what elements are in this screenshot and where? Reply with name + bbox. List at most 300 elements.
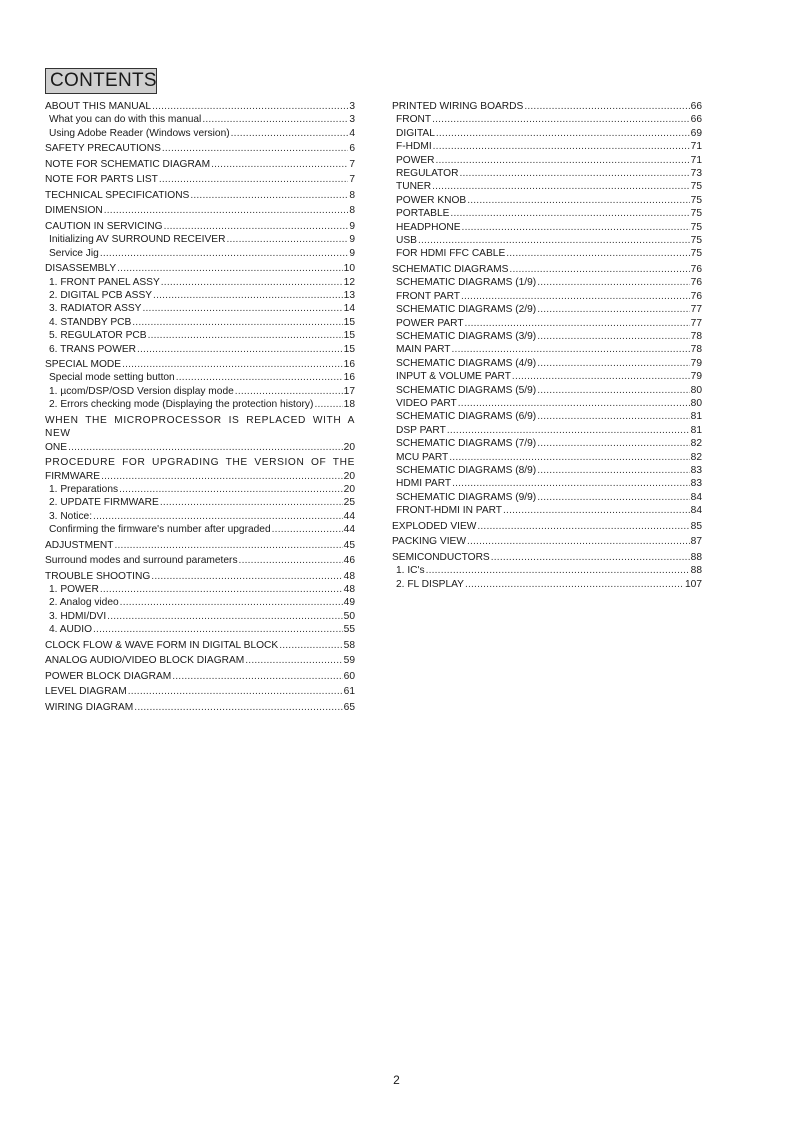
toc-entry-title: Using Adobe Reader (Windows version)	[49, 127, 230, 139]
toc-entry-page: 46	[343, 555, 355, 567]
toc-entry-page: 48	[343, 570, 355, 582]
toc-entry-page: 79	[690, 371, 702, 383]
toc-entry-title: 3. HDMI/DVI	[49, 610, 107, 622]
dot-leader	[151, 570, 342, 583]
dot-leader	[432, 113, 690, 126]
toc-entry-title: HEADPHONE	[396, 221, 461, 233]
toc-entry-1-preparations[interactable]	[45, 483, 355, 496]
toc-entry-title: DIMENSION	[45, 205, 103, 217]
toc-entry-trouble-shooting[interactable]	[45, 570, 355, 583]
toc-entry-dsp-part[interactable]	[392, 424, 702, 437]
toc-entry-title: EXPLODED VIEW	[392, 520, 477, 532]
dot-leader	[190, 189, 348, 202]
toc-entry-title: 1. FRONT PANEL ASSY	[49, 276, 160, 288]
toc-entry-usb[interactable]	[392, 234, 702, 247]
toc-entry-page: 60	[343, 670, 355, 682]
toc-entry-page: 55	[343, 624, 355, 636]
toc-entry-title: DSP PART	[396, 424, 446, 436]
toc-entry-page: 7	[349, 158, 355, 170]
toc-entry-page: 77	[690, 304, 702, 316]
dot-leader	[132, 316, 342, 329]
toc-entry-page: 9	[349, 220, 355, 232]
toc-entry-page: 71	[690, 141, 702, 153]
toc-entry-input-volume-part[interactable]	[392, 370, 702, 383]
dot-leader	[117, 262, 343, 275]
dot-leader	[279, 639, 342, 652]
dot-leader	[107, 610, 342, 623]
toc-entry-for-hdmi-ffc-cable[interactable]	[392, 247, 702, 260]
dot-leader	[160, 496, 343, 509]
dot-leader	[452, 343, 690, 356]
toc-entry-page: 88	[690, 551, 702, 563]
toc-left-column	[45, 100, 355, 714]
toc-entry-tuner[interactable]	[392, 180, 702, 193]
toc-entry-page: 66	[690, 101, 702, 112]
toc-entry-title: FRONT	[396, 114, 432, 126]
toc-entry-title: SCHEMATIC DIAGRAMS (8/9)	[396, 465, 537, 477]
toc-entry-about-this-manual[interactable]	[45, 100, 355, 113]
toc-entry-front-part[interactable]	[392, 290, 702, 303]
toc-entry-disassembly[interactable]	[45, 262, 355, 275]
toc-entry-title: NOTE FOR SCHEMATIC DIAGRAM	[45, 158, 211, 170]
toc-entry-page: 8	[349, 205, 355, 217]
toc-entry-caution-in-servicing[interactable]	[45, 220, 355, 233]
dot-leader	[119, 483, 343, 496]
toc-entry-title: INPUT & VOLUME PART	[396, 371, 511, 383]
toc-entry-page: 20	[343, 483, 355, 495]
toc-entry-page: 8	[349, 189, 355, 201]
toc-entry-2-fl-display[interactable]	[392, 578, 702, 591]
toc-entry-title: USB	[396, 235, 417, 247]
toc-entry-hdmi-part[interactable]	[392, 477, 702, 490]
toc-entry-page: 14	[343, 303, 355, 315]
dot-leader	[506, 247, 689, 260]
toc-entry-title: CAUTION IN SERVICING	[45, 220, 163, 232]
dot-leader	[432, 180, 690, 193]
toc-entry-title: SAFETY PRECAUTIONS	[45, 143, 161, 155]
toc-entry-page: 59	[343, 655, 355, 667]
toc-entry-title: DISASSEMBLY	[45, 263, 117, 275]
dot-leader	[100, 583, 343, 596]
dot-leader	[509, 263, 689, 276]
toc-entry-page: 18	[343, 399, 355, 411]
toc-entry-title: SCHEMATIC DIAGRAMS (4/9)	[396, 357, 537, 369]
toc-entry-page: 75	[690, 181, 702, 193]
dot-leader	[100, 247, 349, 260]
toc-entry-title: F-HDMI	[396, 141, 432, 153]
toc-entry-page: 73	[690, 168, 702, 180]
toc-entry-title: Initializing AV SURROUND RECEIVER	[49, 234, 226, 246]
toc-entry-schematic-diagrams-3-9[interactable]	[392, 330, 702, 343]
toc-entry-when-the-microprocessor-is-replaced-with-a-newone[interactable]	[45, 414, 355, 454]
toc-entry-analog-audio-video-block-diagram[interactable]	[45, 654, 355, 667]
dot-leader	[537, 276, 689, 289]
toc-entry-title: SCHEMATIC DIAGRAMS (7/9)	[396, 438, 537, 450]
toc-entry-title: 4. STANDBY PCB	[49, 316, 132, 328]
dot-leader	[467, 194, 689, 207]
toc-entry-page: 76	[690, 263, 702, 275]
toc-entry-page: 3	[349, 114, 355, 126]
toc-entry-title: PORTABLE	[396, 208, 450, 220]
toc-entry-wiring-diagram[interactable]	[45, 701, 355, 714]
toc-entry-special-mode[interactable]	[45, 358, 355, 371]
dot-leader	[162, 142, 348, 155]
toc-entry-special-mode-setting-button[interactable]	[45, 371, 355, 384]
toc-entry-3-hdmi-dvi[interactable]	[45, 610, 355, 623]
toc-entry-title: NOTE FOR PARTS LIST	[45, 174, 158, 186]
toc-entry-page: 85	[690, 520, 702, 532]
toc-entry-page: 83	[690, 465, 702, 477]
dot-leader	[418, 234, 690, 247]
toc-entry-digital[interactable]	[392, 127, 702, 140]
toc-entry-2-digital-pcb-assy[interactable]	[45, 289, 355, 302]
toc-entry-page: 107	[685, 578, 702, 590]
toc-entry-technical-specifications[interactable]	[45, 189, 355, 202]
toc-entry-title: 2. Analog video	[49, 597, 119, 609]
toc-entry-page: 12	[343, 276, 355, 288]
dot-leader	[537, 491, 689, 504]
toc-entry-4-standby-pcb[interactable]	[45, 316, 355, 329]
toc-entry-note-for-schematic-diagram[interactable]	[45, 158, 355, 171]
toc-entry-title: 3. Notice:	[49, 510, 93, 522]
toc-entry-power-knob[interactable]	[392, 194, 702, 207]
toc-entry-title: POWER BLOCK DIAGRAM	[45, 670, 172, 682]
toc-entry-schematic-diagrams[interactable]	[392, 263, 702, 276]
dot-leader	[314, 398, 342, 411]
dot-leader	[164, 220, 349, 233]
toc-entry-printed-wiring-boards[interactable]	[392, 100, 702, 113]
toc-entry-video-part[interactable]	[392, 397, 702, 410]
toc-entry-page: 65	[343, 701, 355, 713]
dot-leader	[459, 167, 689, 180]
toc-entry-power-part[interactable]	[392, 317, 702, 330]
dot-leader	[161, 276, 343, 289]
page-number: 2	[393, 1073, 400, 1087]
toc-entry-page: 75	[690, 221, 702, 233]
toc-entry-schematic-diagrams-8-9[interactable]	[392, 464, 702, 477]
dot-leader	[465, 578, 684, 591]
toc-entry-title: DIGITAL	[396, 127, 435, 139]
toc-entry-using-adobe-reader-windows-version[interactable]	[45, 127, 355, 140]
toc-entry-title: 2. UPDATE FIRMWARE	[49, 497, 159, 509]
toc-entry-page: 49	[343, 597, 355, 609]
toc-entry-front-hdmi-in-part[interactable]	[392, 504, 702, 517]
toc-entry-title: WIRING DIAGRAM	[45, 701, 134, 713]
toc-entry-title: TUNER	[396, 181, 432, 193]
toc-entry-page: 48	[343, 584, 355, 596]
dot-leader	[458, 397, 690, 410]
toc-entry-title: Service Jig	[49, 247, 99, 259]
toc-right-column	[392, 100, 702, 591]
dot-leader	[153, 289, 343, 302]
toc-entry-page: 66	[690, 114, 702, 126]
dot-leader	[537, 410, 689, 423]
toc-entry-schematic-diagrams-7-9[interactable]	[392, 437, 702, 450]
dot-leader	[447, 424, 690, 437]
toc-entry-2-update-firmware[interactable]	[45, 496, 355, 509]
toc-entry-title: Special mode setting button	[49, 372, 175, 384]
toc-entry-2-errors-checking-mode-displaying-the-protection-history[interactable]	[45, 398, 355, 411]
toc-entry-packing-view[interactable]	[392, 535, 702, 548]
toc-entry-page: 58	[343, 639, 355, 651]
toc-entry-title: HDMI PART	[396, 478, 452, 490]
dot-leader	[436, 127, 690, 140]
toc-entry-page: 16	[343, 372, 355, 384]
toc-entry-4-audio[interactable]	[45, 623, 355, 636]
dot-leader	[101, 470, 343, 483]
toc-entry-initializing-av-surround-receiver[interactable]	[45, 233, 355, 246]
toc-entry-level-diagram[interactable]	[45, 685, 355, 698]
toc-entry-title: 1. Preparations	[49, 483, 119, 495]
toc-entry-title: MCU PART	[396, 451, 449, 463]
toc-entry-title: SCHEMATIC DIAGRAMS (5/9)	[396, 384, 537, 396]
toc-entry-schematic-diagrams-2-9[interactable]	[392, 303, 702, 316]
toc-entry-title: SCHEMATIC DIAGRAMS (3/9)	[396, 331, 537, 342]
toc-entry-page: 7	[349, 174, 355, 186]
dot-leader	[134, 701, 342, 714]
toc-entry-page: 17	[343, 385, 355, 397]
toc-entry-page: 75	[690, 248, 702, 260]
toc-entry-schematic-diagrams-6-9[interactable]	[392, 410, 702, 423]
toc-entry-confirming-the-firmware-s-number-after-upgraded[interactable]	[45, 523, 355, 536]
dot-leader	[503, 504, 690, 517]
toc-entry-title: CLOCK FLOW & WAVE FORM IN DIGITAL BLOCK	[45, 639, 279, 651]
toc-entry-page: 6	[349, 143, 355, 155]
toc-entry-title: POWER	[396, 154, 435, 166]
toc-entry-page: 50	[343, 610, 355, 622]
toc-entry-page: 77	[690, 317, 702, 329]
toc-entry-title: 6. TRANS POWER	[49, 343, 136, 355]
toc-entry-f-hdmi[interactable]	[392, 140, 702, 153]
toc-entry-procedure-for-upgrading-the-version-of-thefirmware[interactable]	[45, 456, 355, 483]
toc-entry-title: TECHNICAL SPECIFICATIONS	[45, 189, 190, 201]
toc-entry-title: ANALOG AUDIO/VIDEO BLOCK DIAGRAM	[45, 655, 245, 667]
toc-entry-1-com-dsp-osd-version-display-mode[interactable]	[45, 385, 355, 398]
toc-entry-page: 15	[343, 316, 355, 328]
toc-entry-title: POWER PART	[396, 317, 464, 329]
dot-leader	[211, 158, 348, 171]
toc-entry-page: 4	[349, 127, 355, 139]
toc-entry-page: 9	[349, 247, 355, 259]
dot-leader	[176, 371, 343, 384]
toc-entry-3-notice[interactable]	[45, 510, 355, 523]
dot-leader	[467, 535, 690, 548]
toc-entry-page: 15	[343, 330, 355, 342]
toc-entry-title: REGULATOR	[396, 168, 459, 180]
toc-entry-title: PACKING VIEW	[392, 536, 466, 548]
toc-entry-title: PRINTED WIRING BOARDS	[392, 101, 524, 112]
dot-leader	[537, 357, 689, 370]
toc-entry-title: What you can do with this manual	[49, 114, 202, 126]
toc-entry-regulator[interactable]	[392, 167, 702, 180]
toc-entry-page: 82	[690, 451, 702, 463]
toc-entry-title: 1. µcom/DSP/OSD Version display mode	[49, 385, 234, 397]
toc-entry-3-radiator-assy[interactable]	[45, 302, 355, 315]
toc-entry-1-ic-s[interactable]	[392, 564, 702, 577]
toc-entry-title: ADJUSTMENT	[45, 539, 114, 551]
toc-entry-page: 44	[343, 510, 355, 522]
dot-leader	[272, 523, 343, 536]
toc-entry-page: 45	[343, 539, 355, 551]
dot-leader	[239, 554, 343, 567]
toc-entry-1-power[interactable]	[45, 583, 355, 596]
toc-entry-page: 61	[343, 686, 355, 698]
dot-leader	[537, 384, 689, 397]
dot-leader	[524, 100, 689, 113]
toc-entry-title: SCHEMATIC DIAGRAMS (6/9)	[396, 411, 537, 423]
dot-leader	[104, 204, 349, 217]
dot-leader	[148, 329, 343, 342]
dot-leader	[235, 385, 343, 398]
toc-entry-6-trans-power[interactable]	[45, 343, 355, 356]
dot-leader	[465, 317, 690, 330]
toc-entry-page: 75	[690, 194, 702, 206]
toc-entry-title: VIDEO PART	[396, 398, 457, 410]
toc-entry-page: 82	[690, 438, 702, 450]
toc-entry-page: 87	[690, 536, 702, 548]
dot-leader	[433, 140, 690, 153]
toc-entry-5-regulator-pcb[interactable]	[45, 329, 355, 342]
toc-entry-front[interactable]	[392, 113, 702, 126]
dot-leader	[436, 154, 690, 167]
toc-entry-page: 78	[690, 331, 702, 342]
toc-entry-title: SPECIAL MODE	[45, 359, 122, 371]
toc-entry-title: Surround modes and surround parameters	[45, 555, 238, 567]
toc-entry-what-you-can-do-with-this-manual[interactable]	[45, 113, 355, 126]
dot-leader	[128, 685, 343, 698]
toc-entry-page: 81	[690, 424, 702, 436]
toc-entry-page: 10	[343, 263, 355, 275]
toc-entry-title: Confirming the firmware's number after upgraded	[49, 524, 271, 536]
toc-entry-main-part[interactable]	[392, 343, 702, 356]
toc-entry-page: 76	[690, 290, 702, 302]
toc-entry-title: SCHEMATIC DIAGRAMS (1/9)	[396, 277, 537, 289]
dot-leader	[452, 477, 690, 490]
toc-entry-title: LEVEL DIAGRAM	[45, 686, 127, 698]
toc-entry-surround-modes-and-surround-parameters[interactable]	[45, 554, 355, 567]
toc-entry-page: 9	[349, 234, 355, 246]
toc-entry-page: 76	[690, 277, 702, 289]
dot-leader	[137, 343, 343, 356]
toc-entry-schematic-diagrams-5-9[interactable]	[392, 384, 702, 397]
toc-entry-title: MAIN PART	[396, 344, 451, 356]
toc-entry-title: 3. RADIATOR ASSY	[49, 303, 142, 315]
toc-entry-title-cont: ONE	[45, 441, 68, 453]
toc-entry-page: 15	[343, 343, 355, 355]
toc-entry-schematic-diagrams-9-9[interactable]	[392, 491, 702, 504]
toc-entry-page: 83	[690, 478, 702, 490]
dot-leader	[93, 623, 343, 636]
dot-leader	[245, 654, 342, 667]
toc-entry-page: 69	[690, 127, 702, 139]
toc-entry-page: 3	[349, 101, 355, 112]
toc-entry-title: TROUBLE SHOOTING	[45, 570, 151, 582]
dot-leader	[537, 464, 689, 477]
dot-leader	[152, 100, 348, 113]
toc-entry-schematic-diagrams-1-9[interactable]	[392, 276, 702, 289]
toc-entry-page: 84	[690, 491, 702, 503]
toc-entry-title: 2. FL DISPLAY	[396, 578, 464, 590]
toc-entry-title: 2. Errors checking mode (Displaying the protection history)	[49, 399, 314, 411]
toc-entry-title: POWER KNOB	[396, 194, 467, 206]
toc-entry-title: SEMICONDUCTORS	[392, 551, 490, 563]
dot-leader	[491, 551, 690, 564]
dot-leader	[226, 233, 348, 246]
dot-leader	[120, 596, 343, 609]
toc-entry-page: 75	[690, 235, 702, 247]
dot-leader	[202, 113, 348, 126]
toc-entry-headphone[interactable]	[392, 221, 702, 234]
toc-entry-page: 44	[343, 524, 355, 536]
toc-entry-title: FOR HDMI FFC CABLE	[396, 248, 506, 260]
toc-entry-exploded-view[interactable]	[392, 520, 702, 533]
toc-entry-page: 79	[690, 357, 702, 369]
toc-entry-adjustment[interactable]	[45, 539, 355, 552]
toc-entry-safety-precautions[interactable]	[45, 142, 355, 155]
toc-entry-page: 71	[690, 154, 702, 166]
toc-entry-title: FRONT-HDMI IN PART	[396, 505, 503, 517]
contents-title: CONTENTS	[45, 68, 157, 94]
toc-entry-page: 80	[690, 384, 702, 396]
toc-entry-title: 1. IC's	[396, 565, 425, 577]
toc-entry-page: 16	[343, 359, 355, 371]
toc-entry-service-jig[interactable]	[45, 247, 355, 260]
toc-entry-page: 20	[343, 470, 355, 482]
toc-entry-dimension[interactable]	[45, 204, 355, 217]
dot-leader	[449, 451, 689, 464]
toc-entry-1-front-panel-assy[interactable]	[45, 276, 355, 289]
toc-entry-title: 4. AUDIO	[49, 624, 93, 636]
toc-entry-page: 75	[690, 208, 702, 220]
toc-entry-title: 1. POWER	[49, 584, 99, 596]
toc-entry-title: 5. REGULATOR PCB	[49, 330, 147, 342]
toc-entry-title-cont: FIRMWARE	[45, 470, 101, 482]
dot-leader	[537, 437, 689, 450]
dot-leader	[537, 303, 689, 316]
dot-leader	[142, 302, 342, 315]
toc-entry-semiconductors[interactable]	[392, 551, 702, 564]
toc-entry-title: PROCEDURE FOR UPGRADING THE VERSION OF THE	[45, 457, 355, 469]
toc-entry-page: 13	[343, 289, 355, 301]
toc-entry-page: 81	[690, 411, 702, 423]
toc-entry-clock-flow-wave-form-in-digital-block[interactable]	[45, 639, 355, 652]
toc-entry-title: SCHEMATIC DIAGRAMS (9/9)	[396, 491, 537, 503]
toc-entry-page: 84	[690, 505, 702, 517]
toc-entry-page: 20	[343, 441, 355, 453]
toc-entry-mcu-part[interactable]	[392, 451, 702, 464]
toc-entry-2-analog-video[interactable]	[45, 596, 355, 609]
toc-entry-page: 78	[690, 344, 702, 356]
toc-entry-title: ABOUT THIS MANUAL	[45, 101, 152, 112]
toc-entry-title: 2. DIGITAL PCB ASSY	[49, 289, 153, 301]
toc-entry-portable[interactable]	[392, 207, 702, 220]
toc-entry-page: 80	[690, 398, 702, 410]
dot-leader	[462, 221, 690, 234]
dot-leader	[159, 173, 348, 186]
dot-leader	[450, 207, 689, 220]
dot-leader	[122, 358, 343, 371]
dot-leader	[426, 564, 690, 577]
toc-entry-note-for-parts-list[interactable]	[45, 173, 355, 186]
toc-entry-title: SCHEMATIC DIAGRAMS	[392, 263, 509, 275]
toc-entry-power-block-diagram[interactable]	[45, 670, 355, 683]
toc-entry-page: 88	[690, 565, 702, 577]
dot-leader	[172, 670, 342, 683]
dot-leader	[68, 441, 343, 454]
toc-entry-schematic-diagrams-4-9[interactable]	[392, 357, 702, 370]
dot-leader	[537, 330, 689, 343]
toc-entry-power[interactable]	[392, 154, 702, 167]
